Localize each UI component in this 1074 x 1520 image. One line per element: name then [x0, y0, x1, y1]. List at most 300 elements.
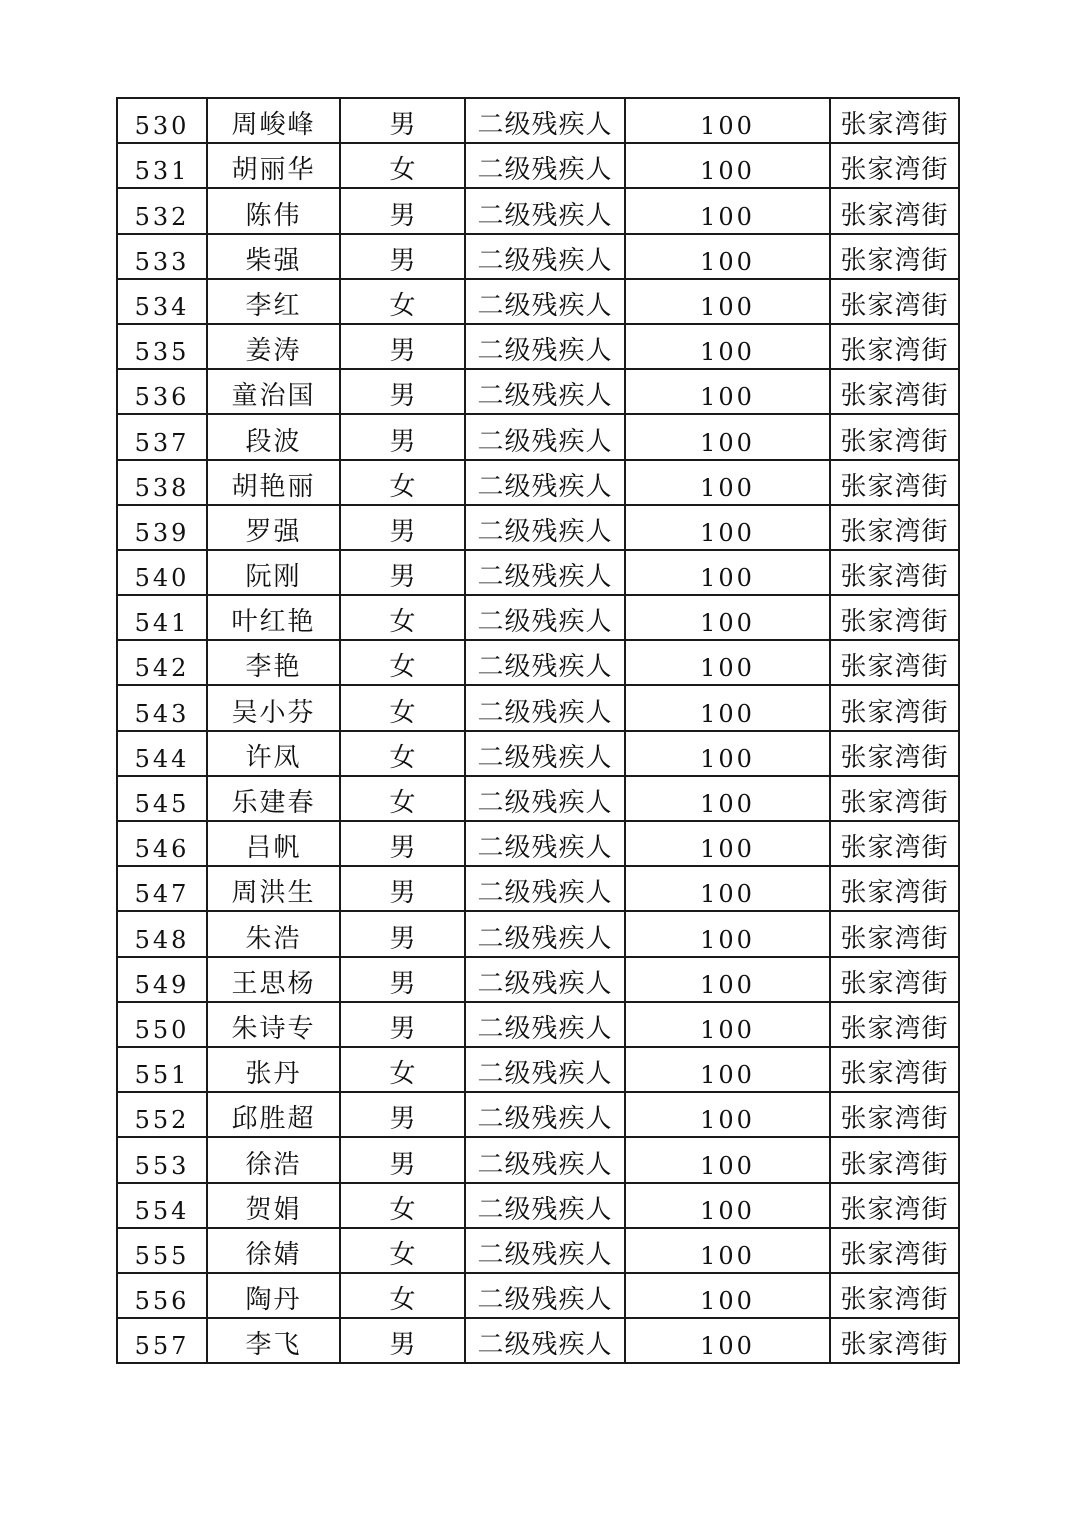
amount-cell — [625, 911, 830, 956]
name-cell — [207, 279, 340, 324]
gender-cell — [340, 1047, 465, 1092]
table-row — [117, 550, 959, 595]
street-cell — [830, 731, 959, 776]
name-cell-text: 朱浩 — [245, 923, 302, 954]
street-cell — [830, 550, 959, 595]
street-cell — [830, 369, 959, 414]
amount-cell-text: 100 — [700, 925, 755, 954]
serial-number-cell — [117, 234, 207, 279]
street-cell — [830, 911, 959, 956]
amount-cell-text: 100 — [700, 518, 755, 547]
name-cell — [207, 324, 340, 369]
street-cell-text: 张家湾街 — [840, 200, 949, 231]
street-cell-text: 张家湾街 — [840, 878, 949, 909]
name-cell — [207, 1002, 340, 1047]
street-cell — [830, 460, 959, 505]
name-cell-text: 吴小芬 — [231, 697, 316, 728]
amount-cell-text: 100 — [700, 970, 755, 999]
serial-number-cell-text: 536 — [134, 383, 190, 412]
disability-category-cell-text: 二级残疾人 — [477, 336, 613, 367]
amount-cell — [625, 550, 830, 595]
serial-number-cell-text: 557 — [134, 1332, 190, 1361]
disability-category-cell — [465, 324, 625, 369]
gender-cell — [340, 685, 465, 730]
gender-cell — [340, 1092, 465, 1137]
serial-number-cell-text: 556 — [134, 1287, 190, 1316]
amount-cell — [625, 188, 830, 233]
gender-cell — [340, 414, 465, 459]
serial-number-cell-text: 551 — [134, 1061, 190, 1090]
amount-cell — [625, 1318, 830, 1363]
disability-category-cell — [465, 731, 625, 776]
serial-number-cell — [117, 1273, 207, 1318]
serial-number-cell-text: 534 — [134, 292, 190, 321]
street-cell — [830, 143, 959, 188]
street-cell — [830, 1092, 959, 1137]
serial-number-cell — [117, 685, 207, 730]
amount-cell-text: 100 — [700, 1241, 755, 1270]
name-cell — [207, 821, 340, 866]
disability-category-cell — [465, 279, 625, 324]
name-cell-text: 李艳 — [245, 652, 302, 683]
disability-category-cell — [465, 1137, 625, 1182]
gender-cell-text: 男 — [389, 562, 416, 593]
table-row — [117, 776, 959, 821]
disability-category-cell — [465, 866, 625, 911]
gender-cell — [340, 957, 465, 1002]
amount-cell — [625, 414, 830, 459]
name-cell-text: 乐建春 — [231, 788, 316, 818]
amount-cell — [625, 640, 830, 685]
street-cell-text: 张家湾街 — [840, 110, 949, 141]
amount-cell-text: 100 — [700, 880, 755, 909]
serial-number-cell-text: 531 — [134, 157, 190, 186]
table-row — [117, 1092, 959, 1137]
amount-cell — [625, 1002, 830, 1047]
name-cell-text: 李飞 — [245, 1330, 302, 1361]
serial-number-cell-text: 549 — [134, 970, 190, 999]
gender-cell — [340, 505, 465, 550]
name-cell-text: 罗强 — [245, 516, 302, 547]
street-cell-text: 张家湾街 — [840, 381, 949, 412]
disability-category-cell — [465, 776, 625, 821]
street-cell — [830, 957, 959, 1002]
amount-cell-text: 100 — [700, 157, 755, 186]
gender-cell-text: 男 — [389, 1013, 416, 1044]
disability-category-cell — [465, 98, 625, 143]
disability-category-cell — [465, 460, 625, 505]
street-cell-text: 张家湾街 — [840, 968, 949, 999]
street-cell-text: 张家湾街 — [840, 742, 949, 773]
serial-number-cell — [117, 821, 207, 866]
street-cell — [830, 1228, 959, 1273]
street-cell-text: 张家湾街 — [840, 562, 949, 593]
serial-number-cell — [117, 414, 207, 459]
name-cell — [207, 1228, 340, 1273]
street-cell-text: 张家湾街 — [840, 1149, 949, 1180]
table-row — [117, 1047, 959, 1092]
amount-cell-text: 100 — [700, 744, 755, 773]
serial-number-cell-text: 542 — [134, 654, 190, 683]
name-cell — [207, 866, 340, 911]
amount-cell-text: 100 — [700, 1061, 755, 1090]
disability-category-cell — [465, 550, 625, 595]
street-cell — [830, 776, 959, 821]
disability-category-cell-text: 二级残疾人 — [477, 968, 613, 999]
serial-number-cell — [117, 1092, 207, 1137]
table-row — [117, 414, 959, 459]
name-cell-text: 徐婧 — [245, 1239, 302, 1270]
street-cell — [830, 1002, 959, 1047]
name-cell-text: 吕帆 — [245, 833, 302, 864]
disability-category-cell-text: 二级残疾人 — [477, 110, 613, 141]
name-cell — [207, 550, 340, 595]
gender-cell — [340, 98, 465, 143]
table-row — [117, 1228, 959, 1273]
serial-number-cell-text: 555 — [134, 1241, 190, 1270]
disability-category-cell — [465, 685, 625, 730]
disability-category-cell — [465, 188, 625, 233]
table-row — [117, 595, 959, 640]
street-cell-text: 张家湾街 — [840, 471, 949, 502]
serial-number-cell-text: 545 — [134, 790, 190, 818]
serial-number-cell — [117, 640, 207, 685]
disability-category-cell — [465, 234, 625, 279]
gender-cell-text: 男 — [389, 336, 416, 367]
disability-category-cell — [465, 1318, 625, 1363]
gender-cell — [340, 324, 465, 369]
street-cell-text: 张家湾街 — [840, 1239, 949, 1270]
table-row — [117, 640, 959, 685]
disability-category-cell — [465, 911, 625, 956]
street-cell-text: 张家湾街 — [840, 516, 949, 547]
serial-number-cell — [117, 1318, 207, 1363]
roster-body — [117, 98, 959, 1363]
street-cell — [830, 1318, 959, 1363]
street-cell — [830, 98, 959, 143]
serial-number-cell-text: 548 — [134, 925, 190, 954]
roster-table — [116, 97, 960, 1364]
name-cell-text: 张丹 — [245, 1059, 302, 1090]
amount-cell-text: 100 — [700, 428, 755, 457]
gender-cell — [340, 1002, 465, 1047]
gender-cell-text: 男 — [389, 245, 416, 276]
serial-number-cell — [117, 369, 207, 414]
table-row — [117, 1318, 959, 1363]
amount-cell — [625, 595, 830, 640]
amount-cell-text: 100 — [700, 202, 755, 231]
disability-category-cell-text: 二级残疾人 — [477, 833, 613, 864]
gender-cell-text: 女 — [389, 1059, 416, 1090]
name-cell — [207, 188, 340, 233]
name-cell-text: 邱胜超 — [231, 1104, 316, 1135]
serial-number-cell-text: 535 — [134, 338, 190, 367]
gender-cell-text: 男 — [389, 426, 416, 457]
serial-number-cell — [117, 98, 207, 143]
amount-cell — [625, 1273, 830, 1318]
table-row — [117, 279, 959, 324]
serial-number-cell-text: 544 — [134, 744, 190, 773]
disability-category-cell — [465, 1228, 625, 1273]
serial-number-cell-text: 552 — [134, 1106, 190, 1135]
name-cell-text: 童治国 — [231, 381, 316, 412]
gender-cell — [340, 821, 465, 866]
street-cell-text: 张家湾街 — [840, 245, 949, 276]
name-cell — [207, 1047, 340, 1092]
table-row — [117, 957, 959, 1002]
gender-cell — [340, 866, 465, 911]
gender-cell-text: 男 — [389, 1104, 416, 1135]
gender-cell-text: 男 — [389, 878, 416, 909]
name-cell-text: 周洪生 — [231, 878, 316, 909]
amount-cell — [625, 143, 830, 188]
street-cell-text: 张家湾街 — [840, 923, 949, 954]
gender-cell — [340, 460, 465, 505]
street-cell-text: 张家湾街 — [840, 426, 949, 457]
disability-category-cell — [465, 1047, 625, 1092]
amount-cell-text: 100 — [700, 609, 755, 638]
gender-cell — [340, 279, 465, 324]
amount-cell-text: 100 — [700, 835, 755, 864]
gender-cell — [340, 1183, 465, 1228]
gender-cell-text: 男 — [389, 968, 416, 999]
street-cell-text: 张家湾街 — [840, 833, 949, 864]
name-cell — [207, 414, 340, 459]
street-cell — [830, 505, 959, 550]
disability-category-cell-text: 二级残疾人 — [477, 788, 613, 818]
gender-cell-text: 男 — [389, 1149, 416, 1180]
table-row — [117, 1002, 959, 1047]
amount-cell — [625, 1228, 830, 1273]
street-cell-text: 张家湾街 — [840, 652, 949, 683]
gender-cell-text: 女 — [389, 607, 416, 638]
gender-cell-text: 男 — [389, 381, 416, 412]
street-cell — [830, 234, 959, 279]
gender-cell — [340, 731, 465, 776]
street-cell — [830, 1183, 959, 1228]
table-row — [117, 143, 959, 188]
name-cell — [207, 595, 340, 640]
amount-cell-text: 100 — [700, 1332, 755, 1361]
disability-category-cell-text: 二级残疾人 — [477, 562, 613, 593]
serial-number-cell-text: 533 — [134, 247, 190, 276]
disability-category-cell-text: 二级残疾人 — [477, 742, 613, 773]
amount-cell-text: 100 — [700, 654, 755, 683]
gender-cell — [340, 188, 465, 233]
name-cell-text: 叶红艳 — [231, 607, 316, 638]
disability-category-cell-text: 二级残疾人 — [477, 155, 613, 186]
table-row — [117, 188, 959, 233]
disability-category-cell — [465, 505, 625, 550]
name-cell-text: 李红 — [245, 290, 302, 321]
amount-cell-text: 100 — [700, 338, 755, 367]
street-cell-text: 张家湾街 — [840, 1330, 949, 1361]
serial-number-cell — [117, 550, 207, 595]
table-row — [117, 731, 959, 776]
street-cell — [830, 821, 959, 866]
gender-cell-text: 女 — [389, 788, 416, 818]
serial-number-cell-text: 543 — [134, 699, 190, 728]
table-row — [117, 1183, 959, 1228]
street-cell-text: 张家湾街 — [840, 788, 949, 818]
serial-number-cell — [117, 1183, 207, 1228]
disability-category-cell-text: 二级残疾人 — [477, 607, 613, 638]
gender-cell-text: 女 — [389, 471, 416, 502]
serial-number-cell-text: 547 — [134, 880, 190, 909]
table-row — [117, 369, 959, 414]
gender-cell-text: 女 — [389, 1285, 416, 1316]
disability-category-cell — [465, 143, 625, 188]
gender-cell-text: 男 — [389, 1330, 416, 1361]
amount-cell — [625, 776, 830, 821]
amount-cell-text: 100 — [700, 1015, 755, 1044]
name-cell — [207, 460, 340, 505]
amount-cell — [625, 821, 830, 866]
serial-number-cell — [117, 776, 207, 821]
disability-category-cell — [465, 640, 625, 685]
name-cell-text: 柴强 — [245, 245, 302, 276]
gender-cell-text: 男 — [389, 110, 416, 141]
street-cell — [830, 414, 959, 459]
disability-category-cell — [465, 1273, 625, 1318]
street-cell-text: 张家湾街 — [840, 697, 949, 728]
gender-cell — [340, 640, 465, 685]
street-cell — [830, 324, 959, 369]
serial-number-cell — [117, 279, 207, 324]
name-cell-text: 姜涛 — [245, 336, 302, 367]
name-cell — [207, 1183, 340, 1228]
amount-cell — [625, 324, 830, 369]
street-cell-text: 张家湾街 — [840, 1059, 949, 1090]
name-cell — [207, 640, 340, 685]
disability-category-cell-text: 二级残疾人 — [477, 652, 613, 683]
serial-number-cell — [117, 188, 207, 233]
amount-cell — [625, 1047, 830, 1092]
disability-category-cell-text: 二级残疾人 — [477, 516, 613, 547]
gender-cell-text: 女 — [389, 1194, 416, 1225]
name-cell — [207, 1137, 340, 1182]
disability-category-cell-text: 二级残疾人 — [477, 1104, 613, 1135]
gender-cell-text: 女 — [389, 697, 416, 728]
disability-category-cell-text: 二级残疾人 — [477, 923, 613, 954]
gender-cell — [340, 776, 465, 821]
serial-number-cell — [117, 324, 207, 369]
serial-number-cell — [117, 911, 207, 956]
name-cell-text: 朱诗专 — [231, 1013, 316, 1044]
amount-cell-text: 100 — [700, 790, 755, 818]
serial-number-cell — [117, 1002, 207, 1047]
disability-category-cell — [465, 957, 625, 1002]
disability-category-cell-text: 二级残疾人 — [477, 290, 613, 321]
gender-cell — [340, 1273, 465, 1318]
amount-cell — [625, 957, 830, 1002]
name-cell-text: 贺娟 — [245, 1194, 302, 1225]
street-cell-text: 张家湾街 — [840, 155, 949, 186]
serial-number-cell-text: 539 — [134, 518, 190, 547]
street-cell — [830, 1047, 959, 1092]
amount-cell — [625, 98, 830, 143]
disability-category-cell — [465, 1183, 625, 1228]
name-cell — [207, 1273, 340, 1318]
serial-number-cell — [117, 595, 207, 640]
gender-cell — [340, 595, 465, 640]
gender-cell — [340, 1318, 465, 1363]
name-cell-text: 徐浩 — [245, 1149, 302, 1180]
amount-cell — [625, 731, 830, 776]
serial-number-cell — [117, 143, 207, 188]
gender-cell-text: 男 — [389, 200, 416, 231]
gender-cell-text: 女 — [389, 155, 416, 186]
disability-category-cell-text: 二级残疾人 — [477, 1330, 613, 1361]
table-row — [117, 324, 959, 369]
street-cell-text: 张家湾街 — [840, 290, 949, 321]
amount-cell-text: 100 — [700, 112, 755, 141]
name-cell-text: 陶丹 — [245, 1285, 302, 1316]
street-cell — [830, 640, 959, 685]
disability-category-cell-text: 二级残疾人 — [477, 200, 613, 231]
gender-cell — [340, 143, 465, 188]
gender-cell — [340, 369, 465, 414]
street-cell-text: 张家湾街 — [840, 1013, 949, 1044]
table-row — [117, 98, 959, 143]
disability-category-cell-text: 二级残疾人 — [477, 426, 613, 457]
table-row — [117, 234, 959, 279]
gender-cell — [340, 1137, 465, 1182]
serial-number-cell — [117, 1228, 207, 1273]
serial-number-cell — [117, 505, 207, 550]
street-cell-text: 张家湾街 — [840, 1104, 949, 1135]
name-cell-text: 胡艳丽 — [231, 471, 316, 502]
street-cell-text: 张家湾街 — [840, 1194, 949, 1225]
name-cell — [207, 731, 340, 776]
gender-cell-text: 男 — [389, 516, 416, 547]
name-cell-text: 胡丽华 — [231, 155, 316, 186]
street-cell-text: 张家湾街 — [840, 336, 949, 367]
serial-number-cell — [117, 460, 207, 505]
amount-cell — [625, 460, 830, 505]
table-row — [117, 911, 959, 956]
name-cell — [207, 685, 340, 730]
amount-cell — [625, 505, 830, 550]
gender-cell-text: 男 — [389, 833, 416, 864]
disability-category-cell-text: 二级残疾人 — [477, 1013, 613, 1044]
serial-number-cell-text: 530 — [134, 112, 190, 141]
street-cell — [830, 866, 959, 911]
name-cell — [207, 911, 340, 956]
disability-category-cell — [465, 414, 625, 459]
street-cell-text: 张家湾街 — [840, 1285, 949, 1316]
table-row — [117, 1137, 959, 1182]
gender-cell-text: 男 — [389, 923, 416, 954]
serial-number-cell-text: 532 — [134, 202, 190, 231]
serial-number-cell — [117, 957, 207, 1002]
street-cell — [830, 188, 959, 233]
amount-cell-text: 100 — [700, 292, 755, 321]
amount-cell-text: 100 — [700, 699, 755, 728]
name-cell-text: 段波 — [245, 426, 302, 457]
disability-category-cell-text: 二级残疾人 — [477, 1194, 613, 1225]
serial-number-cell-text: 538 — [134, 473, 190, 502]
serial-number-cell — [117, 1047, 207, 1092]
name-cell — [207, 1092, 340, 1137]
disability-category-cell — [465, 821, 625, 866]
amount-cell — [625, 1137, 830, 1182]
gender-cell-text: 女 — [389, 742, 416, 773]
name-cell — [207, 369, 340, 414]
serial-number-cell-text: 541 — [134, 609, 190, 638]
name-cell — [207, 776, 340, 821]
name-cell — [207, 505, 340, 550]
